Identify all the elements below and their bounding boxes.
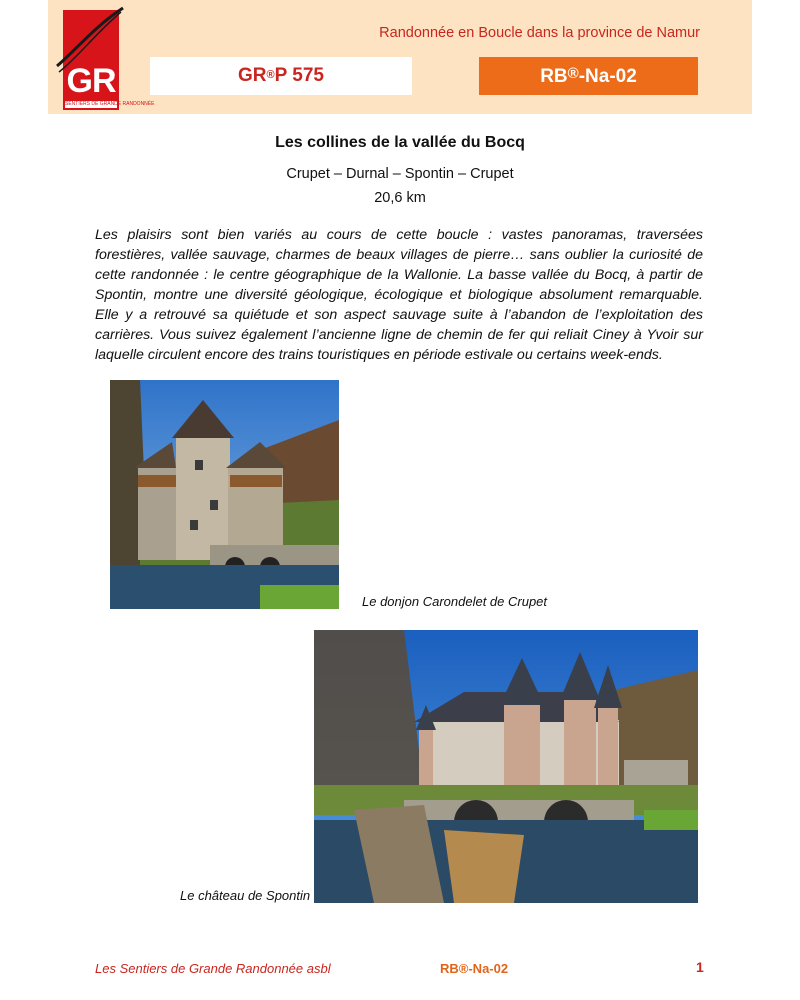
distance: 20,6 km (374, 190, 426, 206)
grp-code-box (150, 57, 412, 95)
footer-code: RB®-Na-02 (440, 961, 509, 976)
gr-logo (55, 6, 155, 110)
rb-suffix: -Na-02 (578, 66, 637, 87)
page-number: 1 (696, 959, 704, 975)
rb-reg: ® (567, 65, 579, 82)
rb-code-box (479, 57, 698, 95)
grp-number: P 575 (274, 65, 324, 86)
footer-organization: Les Sentiers de Grande Randonnée asbl (95, 961, 331, 976)
spontin-castle-photo (314, 630, 698, 903)
crupet-caption: Le donjon Carondelet de Crupet (362, 594, 548, 609)
rb-prefix: RB (540, 66, 568, 87)
logo-text: GR (66, 62, 116, 100)
crupet-donjon-photo (110, 380, 339, 609)
grp-reg: ® (266, 69, 275, 81)
spontin-caption: Le château de Spontin (180, 888, 311, 903)
route-line: Crupet – Durnal – Spontin – Crupet (286, 166, 514, 182)
grp-prefix: GR (238, 65, 267, 86)
description-paragraph: Les plaisirs sont bien variés au cours de cette boucle : vastes panoramas, traversées forestières, vallée sauvage, charmes de beaux villages de pierre… sans oublier la curiosité de cette randonnée : le centre géographique de la Wallonie. La basse vallée du Bocq, à partir de Spontin, montre une diversité géologique, écologique et biologique absolument remarquable. Elle y a retrouvé sa quiétude et son aspect sauvage suite à l’abandon de l’exploitation des carrières. Vous suivez également l’ancienne ligne de chemin de fer qui reliait Ciney à Yvoir sur laquelle circulent encore des trains touristiques en période estivale ou certains week-ends. (95, 227, 703, 363)
page-title: Les collines de la vallée du Bocq (275, 134, 525, 151)
logo-strip: SENTIERS DE GRANDE RANDONNÉE (65, 101, 155, 107)
province-line: Randonnée en Boucle dans la province de Namur (379, 25, 700, 41)
